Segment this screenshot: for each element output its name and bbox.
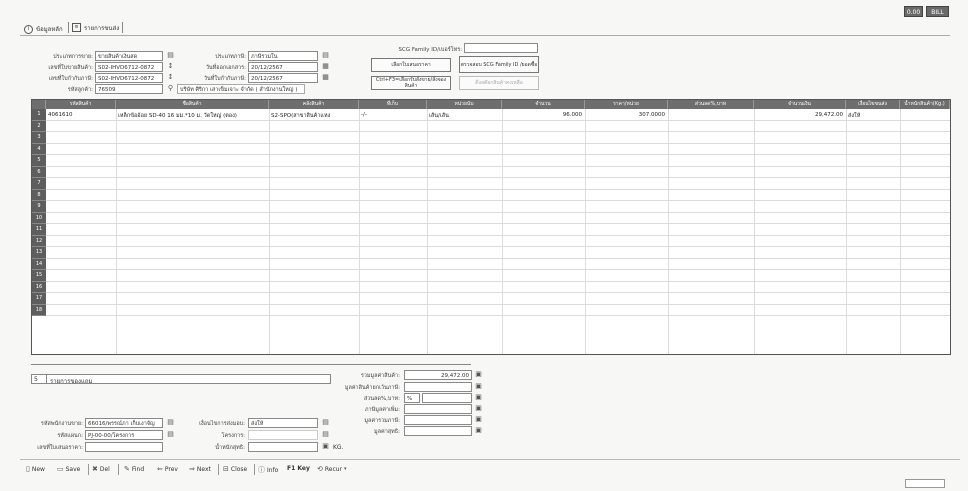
calculator-icon[interactable]: ▣	[475, 415, 482, 423]
net-label: มูลค่าสุทธิ:	[374, 429, 400, 435]
customer-name-field: บริษัท ศิริกา เสาเข็มเจาะ จำกัด ( สำนักงานใหญ่ )	[177, 84, 305, 94]
grid-cell-price[interactable]: 307.0000	[638, 112, 665, 118]
invoice-date-label: วันที่ใบกำกับภาษี:	[203, 76, 246, 82]
calendar-icon[interactable]: ▦	[322, 62, 329, 70]
invoice-date-field[interactable]: 20/12/2567	[248, 73, 318, 83]
calculator-icon[interactable]: ▣	[475, 393, 482, 401]
net-weight-field	[248, 442, 318, 452]
sales-code-field[interactable]: 66016/พรรณ์ภา เก็บเงาจัญ	[85, 418, 163, 428]
search-icon[interactable]: ⚲	[167, 84, 174, 92]
column-header[interactable]: หน่วยนับ	[427, 100, 502, 109]
project-label: รหัสแผนก:	[57, 433, 83, 439]
exempt-label: มูลค่าสินค้ายกเว้นภาษี:	[344, 385, 400, 391]
grid-row-line	[46, 269, 950, 270]
discount-label: ส่วนลด%,บาท:	[363, 396, 400, 402]
row-number[interactable]: 18	[32, 305, 46, 317]
prev-arrow-icon: ⇐	[157, 465, 163, 473]
grid-row-line	[46, 154, 950, 155]
recur-button[interactable]	[317, 465, 347, 473]
row-number[interactable]: 14	[32, 259, 46, 271]
column-header[interactable]: ที่เก็บ	[359, 100, 427, 109]
new-label: New	[31, 465, 45, 473]
lookup-icon[interactable]: ▤	[322, 51, 329, 59]
row-number[interactable]: 16	[32, 282, 46, 294]
column-header[interactable]: ส่วนลด%,บาท	[668, 100, 754, 109]
project2-field[interactable]	[248, 430, 318, 440]
grid-row-line	[46, 200, 950, 201]
row-number[interactable]: 17	[32, 293, 46, 305]
sales-code-label: รหัสพนักงานขาย:	[40, 421, 83, 427]
toolbar-separator	[218, 464, 219, 475]
grid-row-line	[46, 258, 950, 259]
grid-column-line	[427, 109, 428, 354]
row-number[interactable]: 11	[32, 224, 46, 236]
list-icon: ≡	[72, 23, 81, 32]
exempt-field	[404, 382, 472, 392]
column-header[interactable]: จำนวนเงิน	[754, 100, 846, 109]
toolbar-separator	[254, 464, 255, 475]
line-items-grid[interactable]	[31, 99, 951, 355]
prev-button[interactable]	[157, 465, 178, 473]
row-number[interactable]: 12	[32, 236, 46, 248]
grid-cell-unit[interactable]: เส้น/เส้น	[429, 113, 449, 119]
delivery-no-field[interactable]: S02-IHVD6712-0872	[95, 62, 163, 72]
calculator-icon[interactable]: ▣	[322, 442, 329, 450]
list-tab[interactable]	[72, 22, 123, 33]
row-number[interactable]: 5	[32, 155, 46, 167]
before-vat-field	[404, 415, 472, 425]
grid-cell-location[interactable]: -/-	[361, 112, 367, 118]
row-number[interactable]: 9	[32, 201, 46, 213]
save-icon: ▭	[57, 465, 64, 473]
receipt-no-label: เลขที่ใบกำกับภาษี:	[48, 76, 93, 82]
toolbar-line	[20, 459, 960, 460]
tab-underline	[20, 35, 950, 36]
grid-row-line	[46, 177, 950, 178]
grid-column-line	[585, 109, 586, 354]
grid-row-line	[46, 315, 950, 316]
grid-cell-code[interactable]: 4061610	[48, 112, 73, 118]
grid-corner	[32, 100, 46, 109]
column-header[interactable]: ชื่อสินค้า	[116, 100, 269, 109]
discount-field[interactable]	[422, 393, 472, 403]
recur-icon: ⟲	[317, 465, 323, 473]
payment-type-field[interactable]: ภาษีรวมใน	[248, 51, 318, 61]
transport-type-field[interactable]: ขายสินค้าเงินสด	[95, 51, 163, 61]
check-scg-button[interactable]: ตรวจสอบ SCG Family ID /ยอดซื้อ	[459, 56, 539, 73]
new-button[interactable]	[26, 465, 45, 473]
scg-family-field[interactable]	[464, 43, 538, 53]
grid-cell-qty[interactable]: 96.000	[562, 112, 582, 118]
row-number[interactable]: 7	[32, 178, 46, 190]
grid-row-line	[46, 166, 950, 167]
find-button[interactable]	[124, 465, 144, 473]
info-icon: ⓘ	[258, 466, 265, 474]
total-label: รวมมูลค่าสินค้า:	[360, 373, 400, 379]
lookup-icon[interactable]: ▤	[322, 418, 329, 426]
status-bar-box	[905, 479, 945, 488]
ship-cond-field[interactable]: ส่งให้	[248, 418, 318, 428]
arrow-icon[interactable]: ↕	[167, 73, 174, 81]
column-header[interactable]: น้ำหนักสินค้า(Kg.)	[900, 100, 950, 109]
vat-base-field	[404, 404, 472, 414]
quote-ref-field[interactable]	[85, 442, 163, 452]
row-number[interactable]: 6	[32, 167, 46, 179]
calculator-icon[interactable]: ▣	[475, 404, 482, 412]
grid-row-line	[46, 281, 950, 282]
f1-key-label: F1 Key	[287, 465, 310, 472]
calculator-icon[interactable]: ▣	[475, 382, 482, 390]
grid-column-line	[900, 109, 901, 354]
sub-tab-freebies[interactable]: รายการของแถม	[50, 378, 93, 385]
grid-column-line	[359, 109, 360, 354]
select-quote-button[interactable]: เลือกใบเสนอราคา	[371, 58, 451, 72]
row-number[interactable]: 10	[32, 213, 46, 225]
save-button[interactable]	[57, 465, 80, 473]
customer-code-label: รหัสลูกค้า:	[67, 87, 93, 93]
customer-code-field[interactable]: 76509	[95, 84, 163, 94]
column-header[interactable]: รหัสสินค้า	[46, 100, 116, 109]
grid-column-line	[668, 109, 669, 354]
save-label: Save	[65, 465, 81, 473]
toolbar-separator	[118, 464, 119, 475]
info-icon: i	[24, 25, 33, 34]
project2-label: โครงการ:	[221, 433, 245, 439]
payment-type-label: ประเภทภาษี:	[215, 54, 246, 60]
grid-row-line	[46, 212, 950, 213]
tab-divider	[68, 22, 69, 33]
column-header[interactable]: เงื่อนไขขนส่ง	[846, 100, 900, 109]
delivery-no-label: เลขที่ใบขายสินค้า:	[48, 65, 93, 71]
calculator-icon[interactable]: ▣	[475, 426, 482, 434]
bill-button[interactable]: BILL	[926, 6, 949, 17]
grid-column-line	[116, 109, 117, 354]
recur-label: Recur	[324, 465, 343, 473]
lookup-icon[interactable]: ▤	[167, 418, 174, 426]
order-date-field[interactable]: 20/12/2567	[248, 62, 318, 72]
grid-row-line	[46, 246, 950, 247]
net-field	[404, 426, 472, 436]
next-arrow-icon: ⇒	[189, 465, 195, 473]
bottom-separator	[31, 364, 471, 365]
row-number[interactable]: 4	[32, 144, 46, 156]
delete-icon: ✖	[92, 465, 98, 473]
main-tab-label: ข้อมูลหลัก	[36, 26, 63, 33]
calculator-icon[interactable]: ▣	[475, 370, 482, 378]
close-label: Close	[230, 465, 248, 473]
main-tab[interactable]	[24, 24, 63, 34]
grid-cell-amount[interactable]: 29,472.00	[815, 112, 843, 118]
discount-pct-field[interactable]: %	[404, 393, 420, 403]
quote-ref-label: เลขที่ใบเสนอราคา:	[37, 445, 83, 451]
grid-column-line	[846, 109, 847, 354]
view-stock-button[interactable]: ดึงสต๊อกสินค้าคงเหลือ	[459, 76, 539, 90]
chevron-down-icon: ▾	[344, 466, 347, 472]
grid-row-line	[46, 304, 950, 305]
f1-key-button[interactable]	[287, 465, 310, 472]
grid-cell-name[interactable]: เหล็กข้ออ้อย SD-40 16 มม.*10 ม. วัดใหญ่ (ตอง)	[118, 113, 237, 119]
row-number[interactable]: 3	[32, 132, 46, 144]
grid-header	[32, 100, 950, 109]
list-tab-label: รายการขนส่ง	[84, 24, 120, 32]
grid-column-line	[269, 109, 270, 354]
info-label: Info	[267, 466, 279, 474]
column-header[interactable]: คลังสินค้า	[269, 100, 359, 109]
grid-cell-shipping[interactable]: ส่งให้	[848, 113, 861, 119]
sub-tab-number[interactable]: 5	[34, 376, 38, 383]
grid-row-line	[46, 189, 950, 190]
calendar-icon[interactable]: ▦	[322, 73, 329, 81]
grid-cell-warehouse[interactable]: S2-SPO(สาขาสินค้าแหง	[271, 113, 331, 119]
ctrl-f3-button[interactable]: Ctrl+F3=เลือกรับสั่งขาย/สั่งจองสินค้า	[371, 76, 451, 90]
column-header[interactable]: ราคา/หน่วย	[585, 100, 668, 109]
order-date-label: วันที่ออกเอกสาร:	[205, 65, 246, 71]
row-number[interactable]: 2	[32, 121, 46, 133]
close-icon: ⊟	[223, 465, 229, 473]
before-vat-label: มูลค่ารวมภาษี:	[364, 418, 400, 424]
project-field[interactable]: PJ-00-00/โครงการ	[85, 430, 163, 440]
find-icon: ✎	[124, 465, 130, 473]
row-number[interactable]: 1	[32, 109, 46, 121]
scg-family-label: SCG Family ID/เบอร์โทร:	[398, 47, 462, 53]
grid-row-line	[46, 223, 950, 224]
sub-tab-divider	[46, 374, 47, 384]
row-number[interactable]: 8	[32, 190, 46, 202]
grid-row-line	[46, 131, 950, 132]
info-button[interactable]	[258, 465, 278, 475]
row-number[interactable]: 13	[32, 247, 46, 259]
next-button[interactable]	[189, 465, 211, 473]
grid-row-line	[46, 235, 950, 236]
net-weight-label: น้ำหนักสุทธิ:	[215, 445, 245, 451]
toolbar-separator	[88, 464, 89, 475]
new-icon: ▯	[26, 465, 30, 473]
zoom-button[interactable]: 0.00	[904, 6, 923, 17]
grid-column-line	[754, 109, 755, 354]
grid-column-line	[502, 109, 503, 354]
delete-label: Del	[99, 465, 110, 473]
transport-type-label: ประเภทการขาย:	[53, 54, 93, 60]
total-field: 29,472.00	[404, 370, 472, 380]
next-label: Next	[196, 465, 211, 473]
grid-row-line	[46, 143, 950, 144]
arrow-icon[interactable]: ↕	[167, 62, 174, 70]
column-header[interactable]: จำนวน	[502, 100, 585, 109]
row-number[interactable]: 15	[32, 270, 46, 282]
vat-base-label: ภาษีมูลค่าเพิ่ม:	[364, 407, 400, 413]
lookup-icon[interactable]: ▤	[167, 430, 174, 438]
lookup-icon[interactable]: ▤	[167, 51, 174, 59]
find-label: Find	[131, 465, 145, 473]
grid-row-line	[46, 292, 950, 293]
kg-unit: KG.	[333, 444, 344, 451]
receipt-no-field[interactable]: S02-IHVD6712-0872	[95, 73, 163, 83]
prev-label: Prev	[164, 465, 178, 473]
lookup-icon[interactable]: ▤	[322, 430, 329, 438]
delete-button[interactable]	[92, 465, 110, 473]
ship-cond-label: เงื่อนไขการส่งมอบ:	[199, 421, 245, 427]
close-button[interactable]	[223, 465, 247, 473]
